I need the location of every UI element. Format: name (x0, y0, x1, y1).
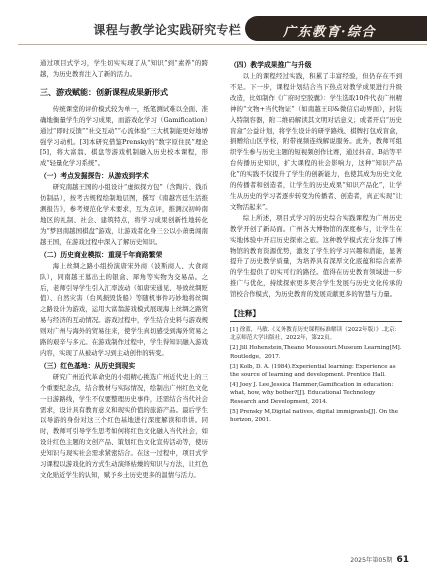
note-item: [2] Jill Hohenstein,Theano Moussouri.Museum Learning[M]. Routledge，2017. (230, 345, 402, 360)
subsection-heading: （二）历史商业模拟：重现千年商路繁荣 (40, 250, 163, 259)
paragraph: 研究南越王国的小组设计“虚拟探方包”（含陶片、钱币仿制品），按考古规程绘制地层图，撰写《南越宫廷生活推测报告》，参考规范化学术要求，互为点评，推测汉初岭南地区的礼制、社会、建筑特点，将学习成果创新性地转化为“梦回南越国棋盘”游戏，让游戏者化身三公以小萧勇闯南越王国，在游戏过程中深入了解历史知识。 (40, 183, 208, 246)
subsection-heading: （四）教学成果推广与升级 (230, 61, 312, 69)
note-item: [4] Joey J. Lee,Jessica Hammer,Gamification in education: what, how, why bother?[J]. Educational Technology Research and Development, 2014. (230, 382, 394, 405)
section-heading: 三、游戏赋能：创新课程成果新形式 (40, 87, 168, 97)
notes-divider (230, 321, 402, 322)
journal-logo-tag (245, 16, 427, 41)
notes-heading: 【注释】 (230, 309, 260, 319)
note-item: [3] Kolb, D. A. (1984).Experiential learning: Experience as the source of learning and development. Prentice Hall. (230, 363, 396, 379)
subsection-heading: （三）红色基地：从历史到现实 (40, 361, 136, 370)
paragraph: 综上所述，项目式学习的历史综合实践课程为广州历史教学开创了新局面。广州各大博物馆的深度参与，让学生在实地体验中开启历史探索之旅。这种教学模式充分发挥了博物馆的教育资源优势，激发了学生的学习兴趣和潜能，显著提升了历史教学质量，为培养具有深厚文化底蕴和综合素养的学生提供了切实可行的路径。值得在历史教育领域进一步推广与优化，持续探索更多契合学生发展与历史文化传承的馆校合作模式，为历史教育的发展贡献更多的智慧与力量。 (230, 213, 402, 299)
page-number: 61 (396, 555, 409, 565)
journal-logo-text: 广东教育·综合 (283, 25, 377, 40)
paragraph: 以上的课程经过实践，积累了丰富经验，但仍存在不到不足。下一步，课程计划结合当下热点对教学成果进行升级改造，比如制作《广府时空胶囊》：学生选取10件代表广州精神的“文物+当代物证”（如南越王印&微信启动界面），封装入特制容器，附二维码解读其文明对话意义；或者开启“历史盲盒”公益计划，将学生设计的研学路线、棋牌打包成盲盒，捐赠给山区学校，附带视频连线解说服务。此外，教师可组织学生参与历史主题的短视频创作比赛，通过抖音、B站等平台传播历史知识，扩大课程的社会影响力，这种“知识产品化”的实践不仅提升了学生的创新能力，也使其成为历史文化的传播者和创造者，让学生的历史成果“知识产品化”，让学生从历史的学习者逐步转变为传播者、创造者，真正实现“让文物活起来”。 (230, 72, 402, 211)
page-footer (350, 555, 409, 565)
note-item: [1] 徐蓝，马敏.《义务教育历史课程标准解读（2022年版）》.北京：北京师范大学出版社，2022年，第22页。 (230, 327, 401, 342)
paragraph: 传统课堂的评价模式较为单一，纸笔测试难以全面、准确地衡量学生的学习成果，而游戏化学习（Gamification）通过“即时反馈”“社交互动”“心流体验”三大机制能更好地增强学习动机。[3]本研究借鉴Prensky的“数字原住民”理论[5]，将大富翁、棋盘等游戏机制融入历史校本课程，形成“轻量化学习系统”。 (40, 104, 208, 168)
subsection-heading: （一）考点发掘探告：从游戏到学术 (40, 172, 149, 181)
note-item: [5] Prensky M,Digital natives, digital immigrants[J]. On the horizon, 2001. (230, 408, 399, 424)
issue-label: 2025年第05期 (350, 557, 393, 564)
paragraph: 海上丝绸之路小组扮演唐宋外商（波斯商人、大食商队），同南越王墓出土的银盒、犀角等实物为交易品。之后，老师引导学生引入汇率波动（如唐宋通见、导致丝绸贬值）、自然灾害（台风损毁货船）等随机事件巧妙地将丝绸之路设计为游戏，运用大富翁游戏模式展现海上丝绸之路贸易与经济的互动情况。游戏过程中，学生结合史料与游戏规则对广州与海外的贸易往来，使学生真切感受到海外贸易之路的艰辛与多元。在游戏制作过程中，学生得知识融入游戏内容，实现了从被动学习到主动创作的转变。 (40, 261, 208, 357)
paragraph: 通过项目式学习，学生切实实现了从“知识”到“素养”的跨越，为历史教育注入了新的活力。 (40, 59, 208, 78)
paragraph: 研究广州近代革命史的小组精心挑选广州近代史上的三个重要纪念点，结合教材与实际情况，绘制出广州红色文化一日游路线，学生不仅要整理历史事件，还需结合当代社会需求，设计具有教育意义和现实价值的旅游产品。最后学生以导游的身份对这三个红色基地进行深度解读和串讲。同时，教师可引导学生思考如何将红色文化融入当代社会，如设计红色主题的文创产品、策划红色文化宣传活动等，使历史知识与现实社会需求紧密结合。在这一过程中，项目式学习课程以游戏化的方式生动演绎枯燥的知识与方法，让红色文化贴近学生的认知，赋予乡土历史更多的温情与活力。 (40, 372, 208, 479)
column-title: 课程与教学论实践研究专栏 (93, 23, 241, 37)
header-divider (18, 44, 427, 45)
right-column (230, 58, 402, 426)
page-header (0, 0, 427, 46)
left-column (40, 58, 208, 481)
